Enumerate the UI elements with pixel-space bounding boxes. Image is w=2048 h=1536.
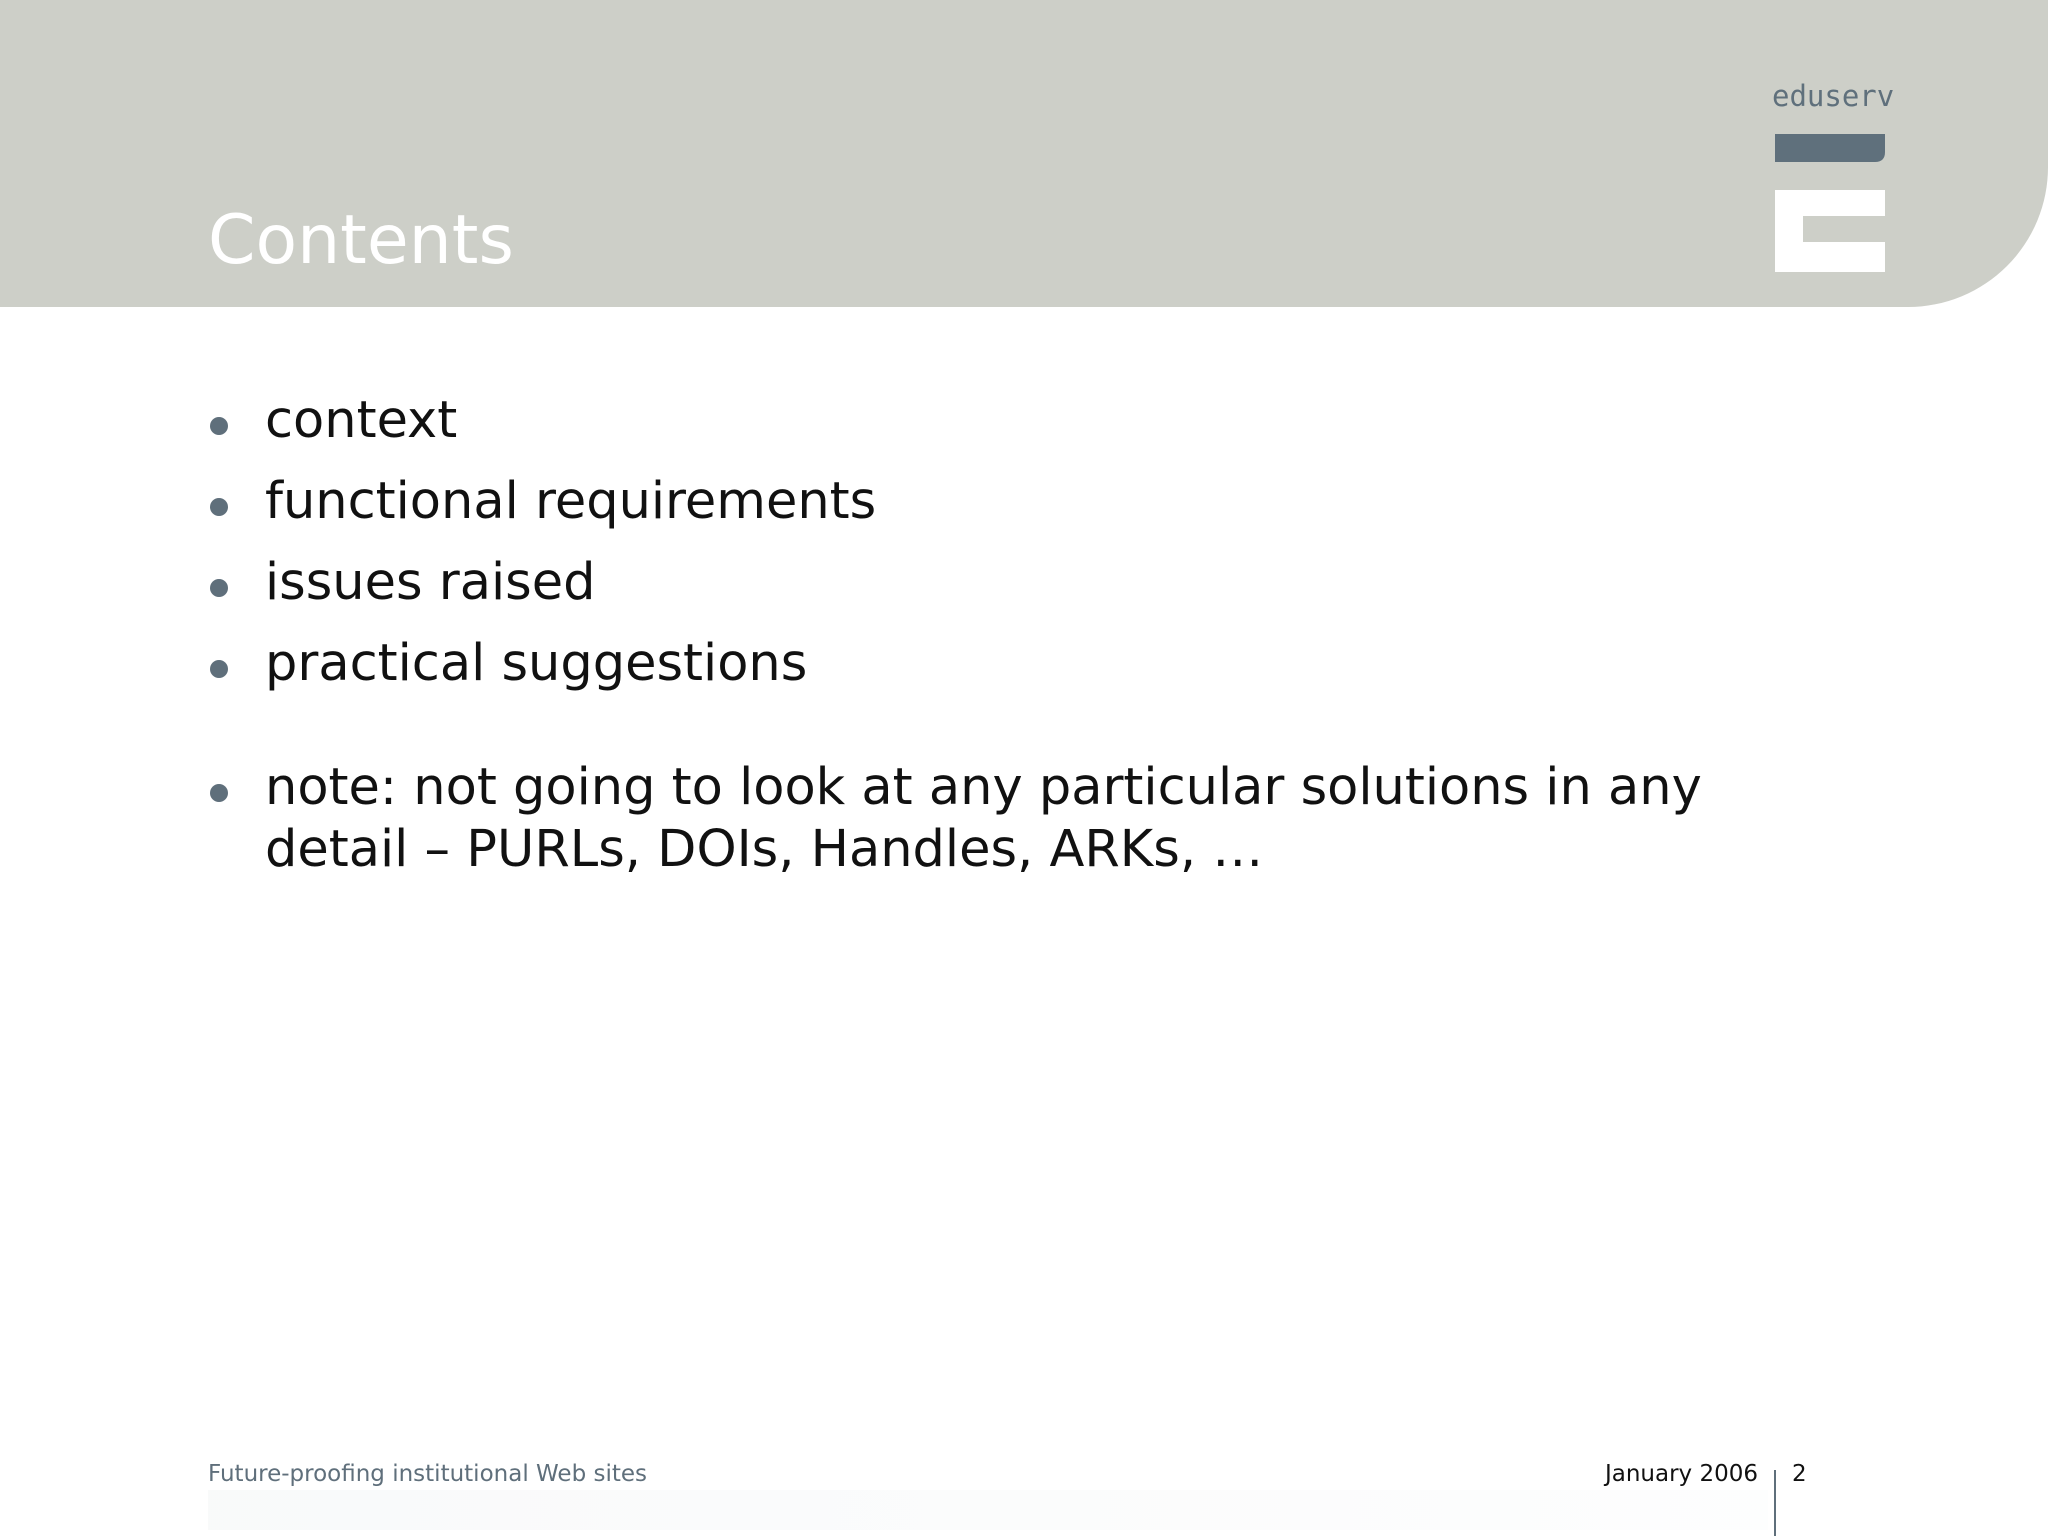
footer-divider xyxy=(1774,1470,1776,1536)
page-number: 2 xyxy=(1792,1461,1807,1487)
brand-name: eduserv xyxy=(1772,79,1895,113)
bullet-icon xyxy=(210,498,228,516)
slide-header xyxy=(0,0,2048,307)
eduserv-logo-icon xyxy=(1775,134,1885,272)
bullet-icon xyxy=(210,660,228,678)
content-bullet-list xyxy=(208,390,1808,900)
bullet-text: issues raised xyxy=(265,553,596,612)
bullet-text: practical suggestions xyxy=(265,634,808,693)
bullet-icon xyxy=(210,579,228,597)
bullet-text: functional requirements xyxy=(265,472,877,531)
bullet-icon xyxy=(210,417,228,435)
bullet-text: note: not going to look at any particular solutions in any detail – PURLs, DOIs, Handles, ARKs, … xyxy=(265,758,1702,879)
list-item xyxy=(208,390,1808,452)
footer-date: January 2006 xyxy=(1604,1461,1758,1487)
footer-shadow xyxy=(208,1490,1768,1530)
list-item xyxy=(208,757,1808,881)
slide-title: Contents xyxy=(208,201,514,280)
list-item xyxy=(208,633,1808,695)
footer-presentation-title: Future-proofing institutional Web sites xyxy=(208,1461,647,1487)
bullet-text: context xyxy=(265,391,458,450)
list-item xyxy=(208,552,1808,614)
list-item xyxy=(208,471,1808,533)
bullet-icon xyxy=(210,784,228,802)
